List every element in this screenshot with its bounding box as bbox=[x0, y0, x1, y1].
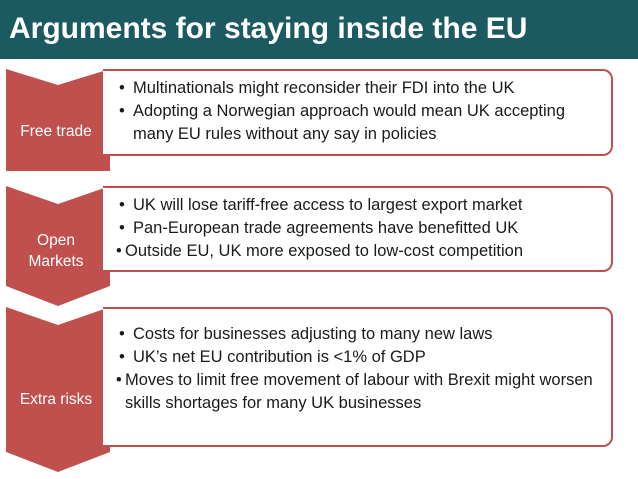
chevron-label: Extra risks bbox=[19, 391, 93, 408]
chevron-arrow bbox=[6, 69, 110, 171]
bullet-point: • Costs for businesses adjusting to many new laws bbox=[119, 323, 608, 346]
points-box bbox=[103, 69, 613, 156]
row-extra-risks bbox=[0, 307, 638, 472]
bullet-point: • UK will lose tariff-free access to largest export market bbox=[119, 194, 526, 217]
row-open-markets bbox=[0, 186, 638, 301]
bullet-point: • Pan-European trade agreements have benefitted UK bbox=[119, 217, 526, 240]
chevron-label: Open Markets bbox=[28, 232, 84, 270]
row-free-trade bbox=[0, 69, 638, 171]
points-box bbox=[103, 307, 613, 447]
chevron-label: Free trade bbox=[20, 123, 92, 140]
slide-title: Arguments for staying inside the EU bbox=[9, 12, 528, 45]
bullet-point: • Outside EU, UK more exposed to low-cost competition bbox=[116, 240, 523, 263]
points-box bbox=[103, 186, 613, 272]
bullet-point: • Moves to limit free movement of labour with Brexit might worsen skills shortages for many UK businesses bbox=[116, 369, 605, 415]
bullet-point: • Adopting a Norwegian approach would mean UK accepting many EU rules without any say in policies bbox=[119, 100, 603, 146]
title-bar bbox=[0, 0, 638, 59]
bullet-point: • Multinationals might reconsider their FDI into the UK bbox=[119, 77, 603, 100]
bullet-point: • UK’s net EU contribution is <1% of GDP bbox=[119, 346, 608, 369]
